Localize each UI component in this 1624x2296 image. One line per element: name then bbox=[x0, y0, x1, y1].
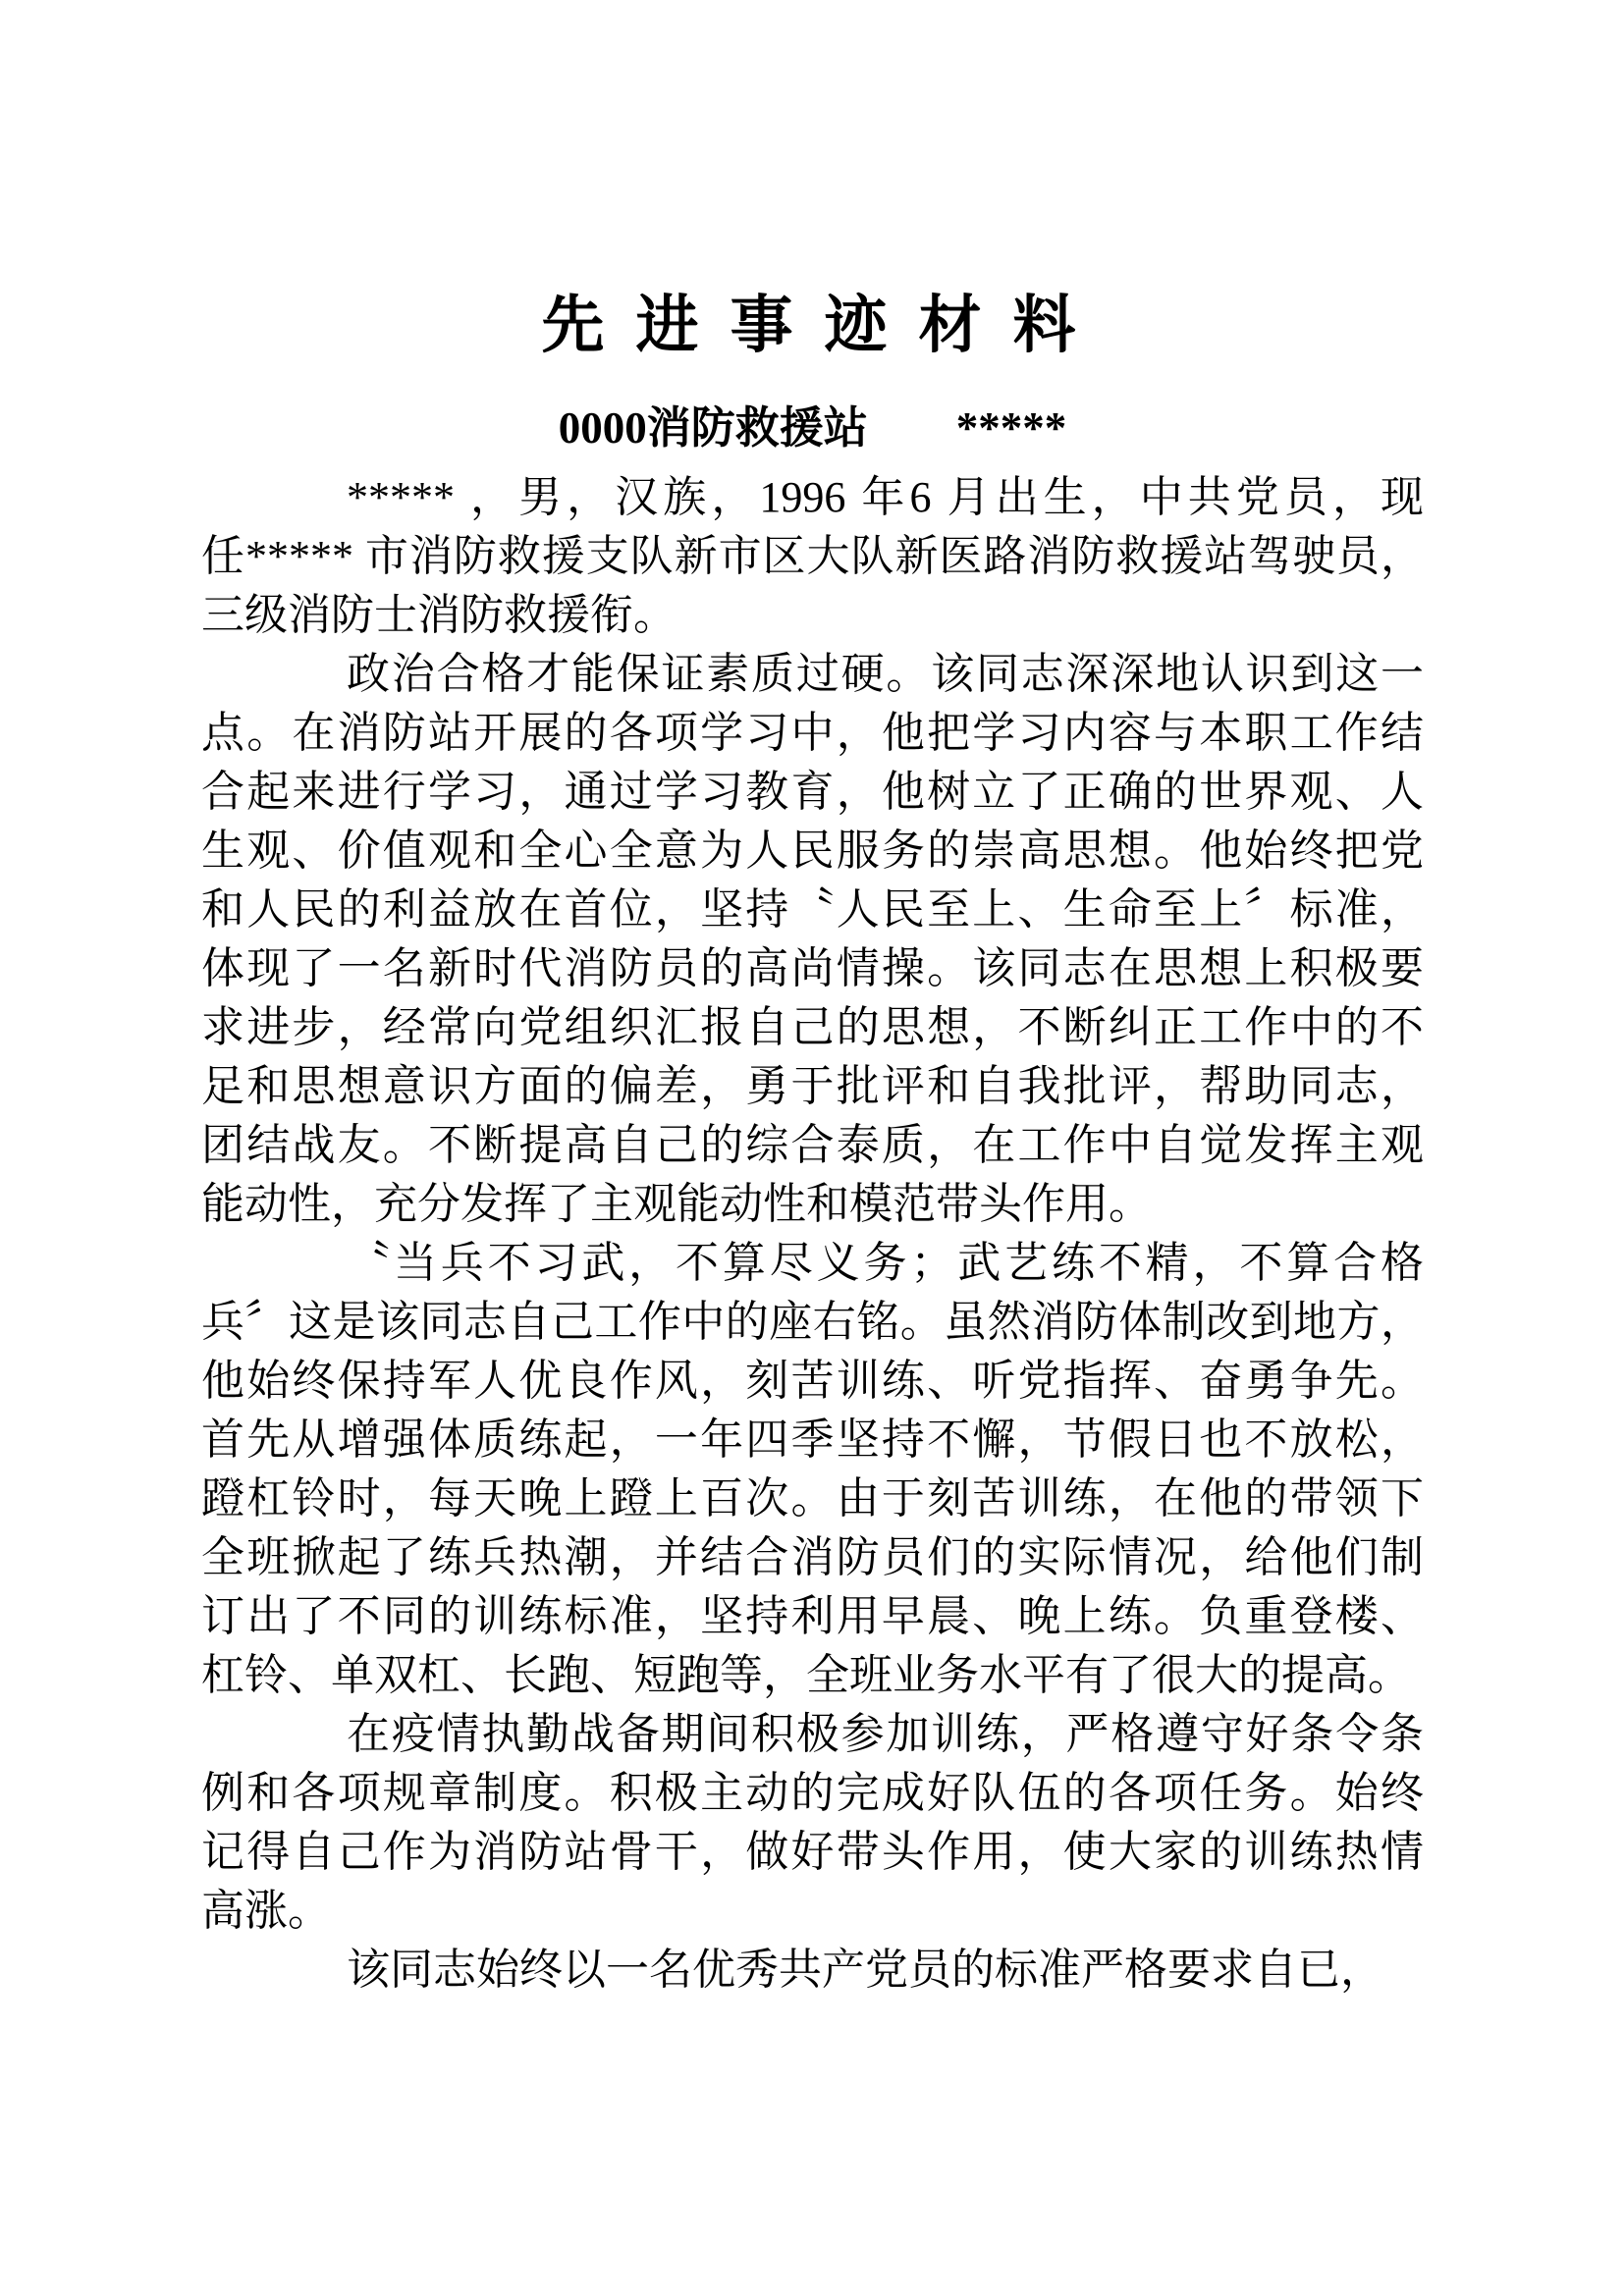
body-line: 记得自己作为消防站骨干，做好带头作用，使大家的训练热情 bbox=[201, 1828, 1424, 1876]
paragraph bbox=[201, 1234, 1424, 1705]
body-line: 和人民的利益放在首位，坚持〝人民至上、生命至上〞标准， bbox=[201, 885, 1424, 934]
paragraph bbox=[201, 1941, 1424, 2000]
document-title: 先 进 事 迹 材 料 bbox=[541, 291, 1084, 360]
body-line: 蹬杠铃时，每天晚上蹬上百次。由于刻苦训练，在他的带领下 bbox=[201, 1474, 1424, 1522]
body-line: ***** ，男，汉族，1996 年6 月出生，中共党员，现 bbox=[347, 473, 1424, 521]
body-line: 团结战友。不断提高自己的综合泰质，在工作中自觉发挥主观 bbox=[201, 1121, 1424, 1169]
document-content bbox=[201, 291, 1424, 2000]
body-line: 全班掀起了练兵热潮，并结合消防员们的实际情况，给他们制 bbox=[201, 1533, 1424, 1581]
body-line: 高涨。 bbox=[201, 1887, 331, 1935]
body-line: 杠铃、单双杠、长跑、短跑等，全班业务水平有了很大的提高。 bbox=[201, 1651, 1411, 1699]
document-body bbox=[201, 468, 1424, 2000]
body-line: 兵〞这是该同志自己工作中的座右铭。虽然消防体制改到地方， bbox=[201, 1298, 1424, 1346]
body-line: 首先从增强体质练起，一年四季坚持不懈，节假日也不放松， bbox=[201, 1415, 1424, 1464]
body-line: 求进步，经常向党组织汇报自己的思想，不断纠正工作中的不 bbox=[201, 1003, 1424, 1051]
body-line: 在疫情执勤战备期间积极参加训练，严格遵守好条令条 bbox=[347, 1710, 1424, 1758]
body-line: 足和思想意识方面的偏差，勇于批评和自我批评，帮助同志， bbox=[201, 1062, 1424, 1110]
body-line: 体现了一名新时代消防员的高尚情操。该同志在思想上积极要 bbox=[201, 944, 1424, 992]
body-line: 例和各项规章制度。积极主动的完成好队伍的各项任务。始终 bbox=[201, 1769, 1424, 1817]
body-line: 任***** 市消防救援支队新市区大队新医路消防救援站驾驶员， bbox=[201, 532, 1424, 580]
paragraph bbox=[201, 1705, 1424, 1941]
paragraph bbox=[201, 645, 1424, 1234]
body-line: 合起来进行学习，通过学习教育，他树立了正确的世界观、人 bbox=[201, 768, 1424, 816]
body-line: 生观、价值观和全心全意为人民服务的崇高思想。他始终把党 bbox=[201, 827, 1424, 875]
document-subtitle: 0000消防救援站 ***** bbox=[558, 403, 1067, 453]
body-line: 点。在消防站开展的各项学习中，他把学习内容与本职工作结 bbox=[201, 709, 1424, 757]
body-line: 三级消防士消防救援衔。 bbox=[201, 591, 677, 639]
body-line: 订出了不同的训练标准，坚持利用早晨、晚上练。负重登楼、 bbox=[201, 1592, 1424, 1640]
body-line: 该同志始终以一名优秀共产党员的标准严格要求自已， bbox=[347, 1946, 1383, 1994]
body-line: 能动性，充分发挥了主观能动性和模范带头作用。 bbox=[201, 1180, 1152, 1228]
paragraph bbox=[201, 468, 1424, 645]
body-line: 政治合格才能保证素质过硬。该同志深深地认识到这一 bbox=[347, 650, 1424, 698]
body-line: 〝当兵不习武，不算尽义务；武艺练不精，不算合格 bbox=[347, 1239, 1424, 1287]
body-line: 他始终保持军人优良作风，刻苦训练、听党指挥、奋勇争先。 bbox=[201, 1357, 1424, 1405]
